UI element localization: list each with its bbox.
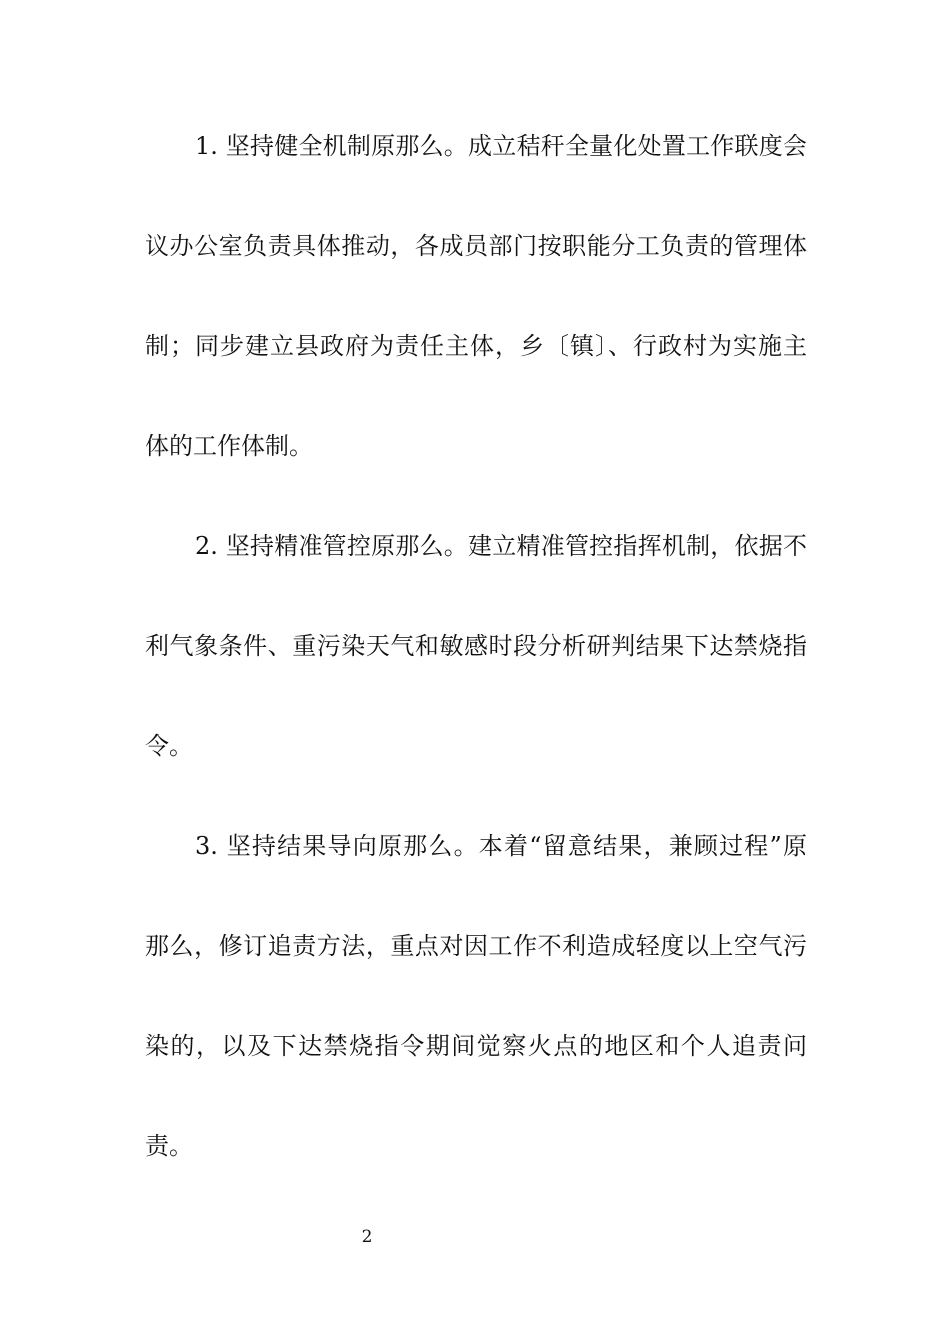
document-line: 体的工作体制。 xyxy=(145,432,313,460)
document-line: 那么，修订追责方法，重点对因工作不利造成轻度以上空气污 xyxy=(145,932,807,960)
document-line: 2. 坚持精准管控原那么。建立精准管控指挥机制，依据不 xyxy=(195,532,807,560)
document-line: 令。 xyxy=(145,732,193,760)
document-line: 1. 坚持健全机制原那么。成立秸秆全量化处置工作联度会 xyxy=(195,132,807,160)
document-body xyxy=(145,96,807,1196)
document-line: 议办公室负责具体推动，各成员部门按职能分工负责的管理体 xyxy=(145,232,807,260)
page-number: 2 xyxy=(361,1227,373,1247)
document-line: 责。 xyxy=(145,1132,193,1160)
document-line: 染的，以及下达禁烧指令期间觉察火点的地区和个人追责问 xyxy=(145,1032,807,1060)
document-line: 制；同步建立县政府为责任主体，乡〔镇〕、行政村为实施主 xyxy=(145,332,807,360)
document-line: 3. 坚持结果导向原那么。本着“留意结果，兼顾过程”原 xyxy=(195,832,807,860)
document-line: 利气象条件、重污染天气和敏感时段分析研判结果下达禁烧指 xyxy=(145,632,807,660)
